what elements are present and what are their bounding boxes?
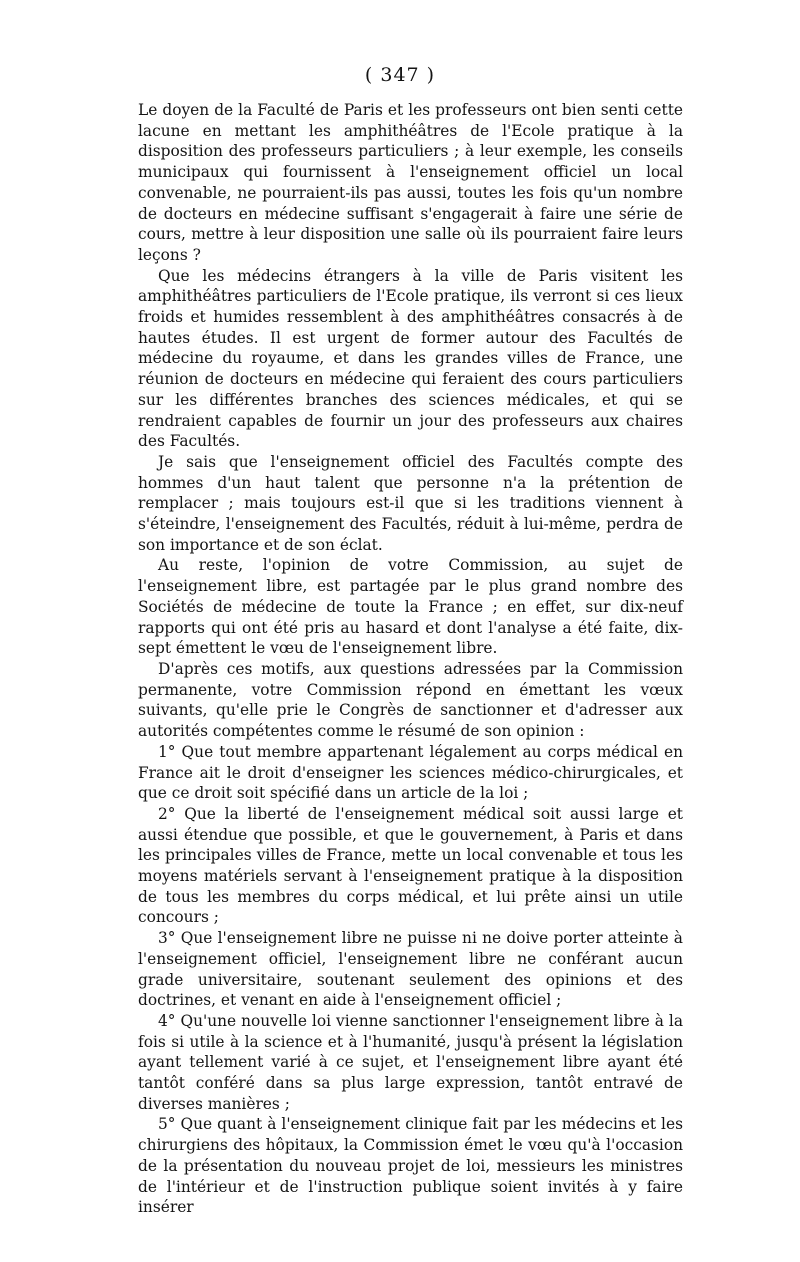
paragraph-3: Je sais que l'enseignement officiel des Facultés compte des hommes d'un haut talent que personne n'a la prétention de remplacer ; mais toujours est-il que si les traditions viennent à s'éteindre, l'enseignement des Facultés, réduit à lui-même, perdra de son importance et de son éclat. <box>138 452 683 554</box>
wish-3: 3° Que l'enseignement libre ne puisse ni ne doive porter atteinte à l'enseignement officiel, l'enseignement libre ne conférant aucun grade universitaire, soutenant seulement des opinions et des doctrines, et venant en aide à l'enseignement officiel ; <box>138 929 683 1010</box>
wish-4: 4° Qu'une nouvelle loi vienne sanctionner l'enseignement libre à la fois si utile à la science et à l'humanité, jusqu'à présent la législation ayant tellement varié à ce sujet, et l'enseignement libre ayant été tantôt conféré dans sa plus large expression, tantôt entravé de diverses manières ; <box>138 1011 683 1113</box>
page-number: ( 347 ) <box>364 64 436 86</box>
wish-5: 5° Que quant à l'enseignement clinique fait par les médecins et les chirurgiens des hôpitaux, la Commission émet le vœu qu'à l'occasion de la présentation du nouveau projet de loi, messieurs les ministres de l'intérieur et de l'instruction publique soient invités à y faire insérer <box>138 1115 683 1217</box>
paragraph-1: Le doyen de la Faculté de Paris et les professeurs ont bien senti cette lacune en mettant les amphithéâtres de l'Ecole pratique à la disposition des professeurs particuliers ; à leur exemple, les conseils municipaux qui fournissent à l'enseignement officiel un local convenable, ne pourraient-ils pas aussi, toutes les fois qu'un nombre de docteurs en médecine suffisant s'engagerait à faire une série de cours, mettre à leur disposition une salle où ils pourraient faire leurs leçons ? <box>138 101 683 264</box>
paragraph-2: Que les médecins étrangers à la ville de Paris visitent les amphithéâtres particuliers de l'Ecole pratique, ils verront si ces lieux froids et humides ressemblent à des amphithéâtres consacrés à de hautes études. Il est urgent de former autour des Facultés de médecine du royaume, et dans les grandes villes de France, une réunion de docteurs en médecine qui feraient des cours particuliers sur les différentes branches des sciences médicales, et qui se rendraient capables de fournir un jour des professeurs aux chaires des Facultés. <box>138 266 683 451</box>
paragraph-4: Au reste, l'opinion de votre Commission, au sujet de l'enseignement libre, est partagée par le plus grand nombre des Sociétés de médecine de toute la France ; en effet, sur dix-neuf rapports qui ont été pris au hasard et dont l'analyse a été faite, dix-sept émettent le vœu de l'enseignement libre. <box>138 556 683 658</box>
paragraph-5: D'après ces motifs, aux questions adressées par la Commission permanente, votre Commission répond en émettant les vœux suivants, qu'elle prie le Congrès de sanctionner et d'adresser aux autorités compétentes comme le résumé de son opinion : <box>138 659 683 741</box>
wish-1: 1° Que tout membre appartenant légalement au corps médical en France ait le droit d'enseigner les sciences médico-chirurgicales, et que ce droit soit spécifié dans un article de la loi ; <box>138 742 683 803</box>
body-text <box>138 100 683 1218</box>
wish-2: 2° Que la liberté de l'enseignement médical soit aussi large et aussi étendue que possible, et que le gouvernement, à Paris et dans les principales villes de France, mette un local convenable et tous les moyens matériels servant à l'enseignement pratique à la disposition de tous les membres du corps médical, et lui prête ainsi un utile concours ; <box>138 804 683 927</box>
